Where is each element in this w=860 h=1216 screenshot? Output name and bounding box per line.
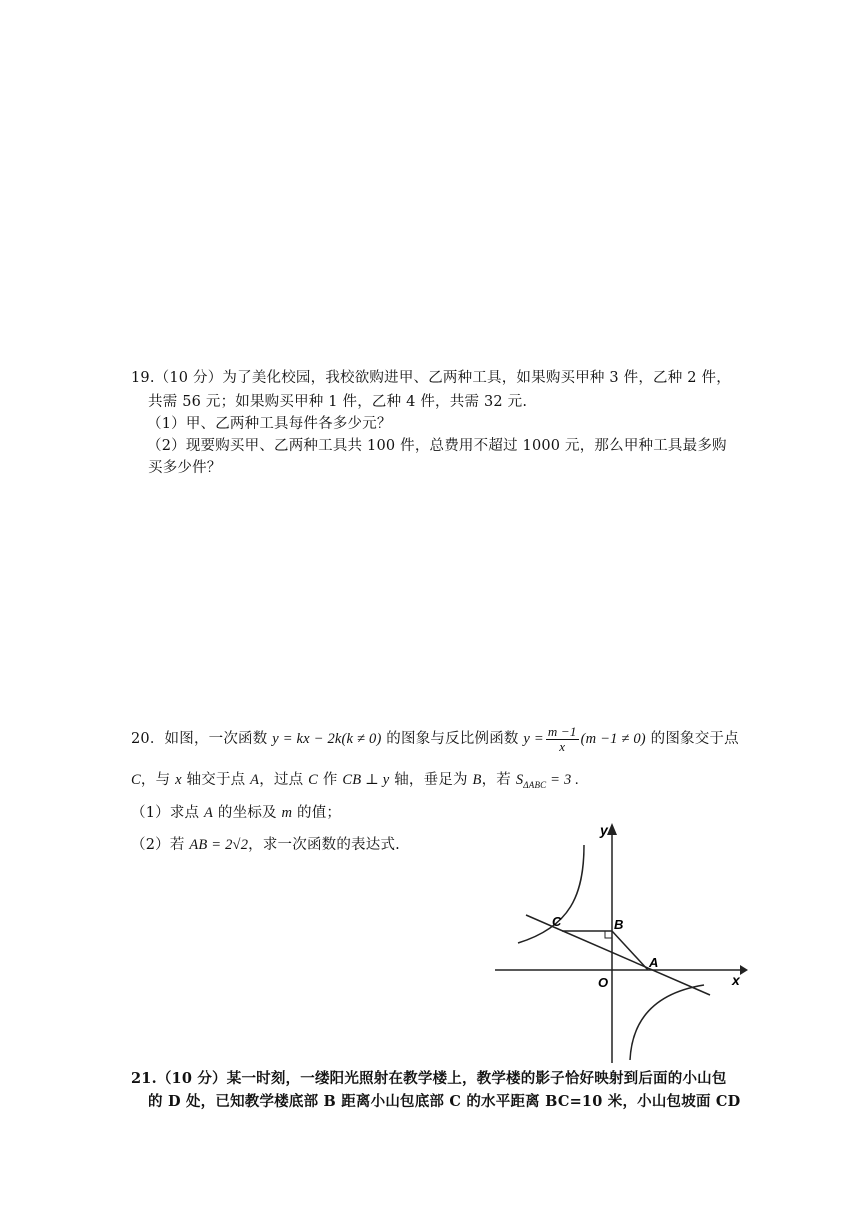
right-angle-mark xyxy=(605,931,612,938)
q20-perpendicular-expr: CB ⊥ y xyxy=(342,772,390,788)
q20-text-segment: 的坐标及 xyxy=(213,805,282,821)
q20-line-2 xyxy=(131,771,579,794)
segment-ba xyxy=(612,931,648,970)
q20-m-symbol: m xyxy=(281,805,293,821)
q19-subquestion-1: （1）甲、乙两种工具每件各多少元？ xyxy=(147,416,392,432)
x-axis-arrow-icon xyxy=(740,965,748,975)
q19-subquestion-2-line-2: 买多少件？ xyxy=(148,460,222,476)
q20-area-symbol: S xyxy=(515,772,524,788)
function-graph-figure xyxy=(490,815,750,1070)
q20-intro-a: 20．如图，一次函数 xyxy=(131,731,273,747)
hyperbola-lower-right-branch xyxy=(630,985,704,1060)
label-b: B xyxy=(614,917,624,932)
q19-line-2: 共需 56 元；如果购买甲种 1 件，乙种 4 件，共需 32 元. xyxy=(148,394,528,410)
q21-line-2: 的 D 处，已知教学楼底部 B 距离小山包底部 C 的水平距离 BC=10 米，小山包坡面 CD xyxy=(148,1093,741,1110)
q20-text-segment: 轴，垂足为 xyxy=(389,772,473,788)
q20-fraction-denominator: x xyxy=(559,738,566,754)
q19-line-1: 19.（10 分）为了美化校园，我校欲购进甲、乙两种工具，如果购买甲种 3 件，乙种 2 件， xyxy=(131,370,731,386)
q20-text-segment: ，与 xyxy=(140,772,176,788)
label-y: y xyxy=(600,822,608,838)
q20-text-segment: （2）若 xyxy=(131,837,190,853)
q20-subquestion-1 xyxy=(131,804,341,822)
q20-x-axis-symbol: x xyxy=(175,772,182,788)
q20-fraction-numerator: m −1 xyxy=(547,723,577,739)
q20-intro-b: 的图象与反比例函数 xyxy=(381,731,524,747)
q21-line-1: 21.（10 分）某一时刻，一缕阳光照射在教学楼上，教学楼的影子恰好映射到后面的小山包 xyxy=(131,1070,727,1087)
q20-point-a: A xyxy=(204,805,214,821)
q20-fraction xyxy=(546,725,579,754)
q20-text-segment: ，过点 xyxy=(259,772,309,788)
label-c: C xyxy=(552,914,562,929)
q20-text-segment: （1）求点 xyxy=(131,805,205,821)
q20-area-subscript: ΔABC xyxy=(523,779,547,790)
q20-linear-function: y = kx − 2k(k ≠ 0) xyxy=(272,731,382,747)
q20-ab-equation: AB = 2√2 xyxy=(189,837,249,853)
q20-line-1 xyxy=(131,724,739,754)
q20-subquestion-2 xyxy=(131,836,400,854)
q20-point-b: B xyxy=(472,772,482,788)
q20-point-c: C xyxy=(308,772,319,788)
q20-func2-y: y = xyxy=(523,731,544,747)
q20-text-segment: 的值； xyxy=(292,805,342,821)
q20-area-value: = 3 . xyxy=(546,772,580,788)
label-o: O xyxy=(598,975,609,990)
q20-text-segment: 轴交于点 xyxy=(181,772,251,788)
label-a: A xyxy=(649,955,659,970)
q20-intro-c: 的图象交于点 xyxy=(645,731,739,747)
q20-text-segment: 作 xyxy=(318,772,343,788)
q20-func2-condition: (m −1 ≠ 0) xyxy=(580,731,646,747)
q20-point-a: A xyxy=(250,772,260,788)
label-x: x xyxy=(732,972,740,988)
q20-text-segment: ，若 xyxy=(481,772,516,788)
y-axis-arrow-icon xyxy=(607,823,617,835)
q19-subquestion-2-line-1: （2）现要购买甲、乙两种工具共 100 件，总费用不超过 1000 元，那么甲种工具最多购 xyxy=(147,438,727,454)
hyperbola-upper-left-branch xyxy=(518,845,584,943)
q20-point-c: C xyxy=(131,772,141,788)
q20-text-segment: ，求一次函数的表达式. xyxy=(248,837,400,853)
